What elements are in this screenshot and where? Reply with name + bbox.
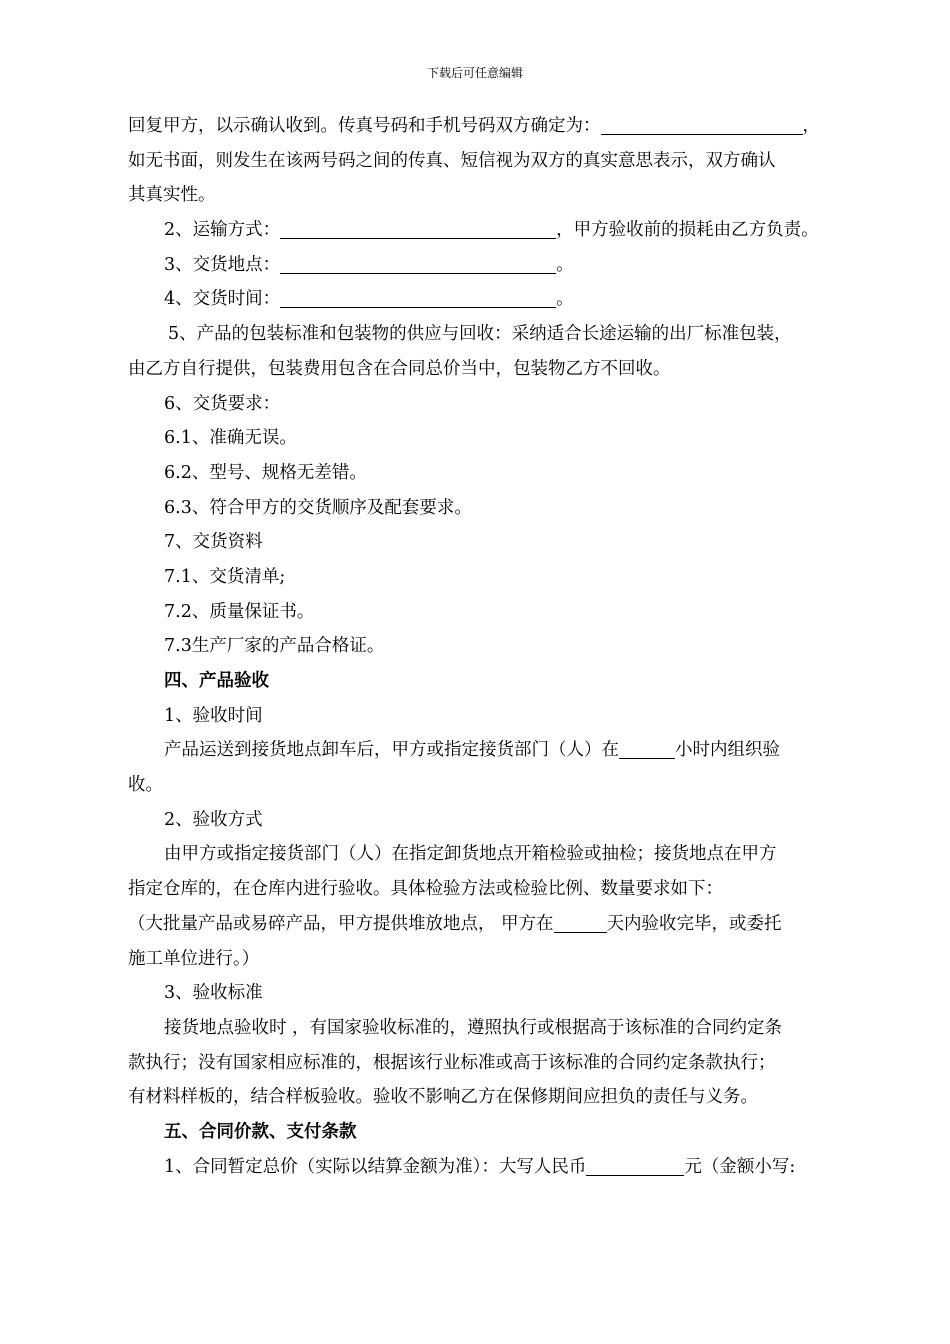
document-body [128,109,858,1184]
paragraph-line: 款执行；没有国家相应标准的，根据该行业标准或高于该标准的合同约定条款执行； [128,1052,776,1073]
fax-phone-blank[interactable] [601,117,803,135]
acceptance-days-blank[interactable] [554,915,607,933]
delivery-place-line: 3、交货地点： 。 [164,254,574,275]
paragraph-line: 回复甲方，以示确认收到。传真号码和手机号码双方确定为： ， [128,116,820,136]
paragraph-line: 指定仓库的，在仓库内进行验收。具体检验方法或检验比例、数量要求如下： [128,879,723,900]
transport-method-line: 2、运输方式： ，甲方验收前的损耗由乙方负责。 [164,220,819,241]
paragraph-line: 由乙方自行提供，包装费用包含在合同总价当中，包装物乙方不回收。 [128,358,671,379]
delivery-time-line: 4、交货时间： 。 [164,289,574,310]
total-price-blank[interactable] [586,1158,684,1176]
paragraph-line: 5、产品的包装标准和包装物的供应与回收：采纳适合长途运输的出厂标准包装， [168,324,792,345]
list-item: 6.1、准确无误。 [164,428,297,449]
paragraph-line: 接货地点验收时 ，有国家验收标准的，遵照执行或根据高于该标准的合同约定条 [164,1017,783,1038]
subsection-heading: 1、验收时间 [164,705,263,726]
section-heading: 四、产品验收 [164,671,269,691]
delivery-place-blank[interactable] [280,256,556,274]
section-heading: 五、合同价款、支付条款 [164,1121,357,1142]
acceptance-hours-blank[interactable] [619,741,675,759]
paragraph-line: 有材料样板的，结合样板验收。验收不影响乙方在保修期间应担负的责任与义务。 [128,1087,758,1108]
paragraph-line: 产品运送到接货地点卸车后，甲方或指定接货部门（人）在 小时内组织验 [164,740,780,761]
list-item: 6.3、符合甲方的交货顺序及配套要求。 [164,497,472,518]
paragraph-line: 收。 [128,775,163,796]
delivery-time-blank[interactable] [280,290,556,308]
paragraph-line: （大批量产品或易碎产品，甲方提供堆放地点， 甲方在 天内验收完毕，或委托 [128,913,782,934]
paragraph-line: 6、交货要求： [164,393,281,414]
paragraph-line: 如无书面，则发生在该两号码之间的传真、短信视为双方的真实意思表示，双方确认 [128,150,776,171]
transport-method-blank[interactable] [280,221,556,239]
paragraph-line: 1、合同暂定总价（实际以结算金额为准）：大写人民币 元（金额小写: [164,1156,796,1177]
subsection-heading: 3、验收标准 [164,983,263,1004]
page-header: 下载后可任意编辑 [426,66,523,80]
paragraph-line: 由甲方或指定接货部门（人）在指定卸货地点开箱检验或抽检；接货地点在甲方 [164,844,777,865]
subsection-heading: 2、验收方式 [164,809,263,830]
list-item: 7.3生产厂家的产品合格证。 [164,636,385,657]
list-item: 7.2、质量保证书。 [164,601,315,622]
paragraph-line: 7、交货资料 [164,532,263,553]
paragraph-line: 施工单位进行。） [128,948,260,969]
list-item: 6.2、型号、规格无差错。 [164,462,367,483]
paragraph-line: 其真实性。 [128,185,216,206]
list-item: 7.1、交货清单; [164,566,286,587]
